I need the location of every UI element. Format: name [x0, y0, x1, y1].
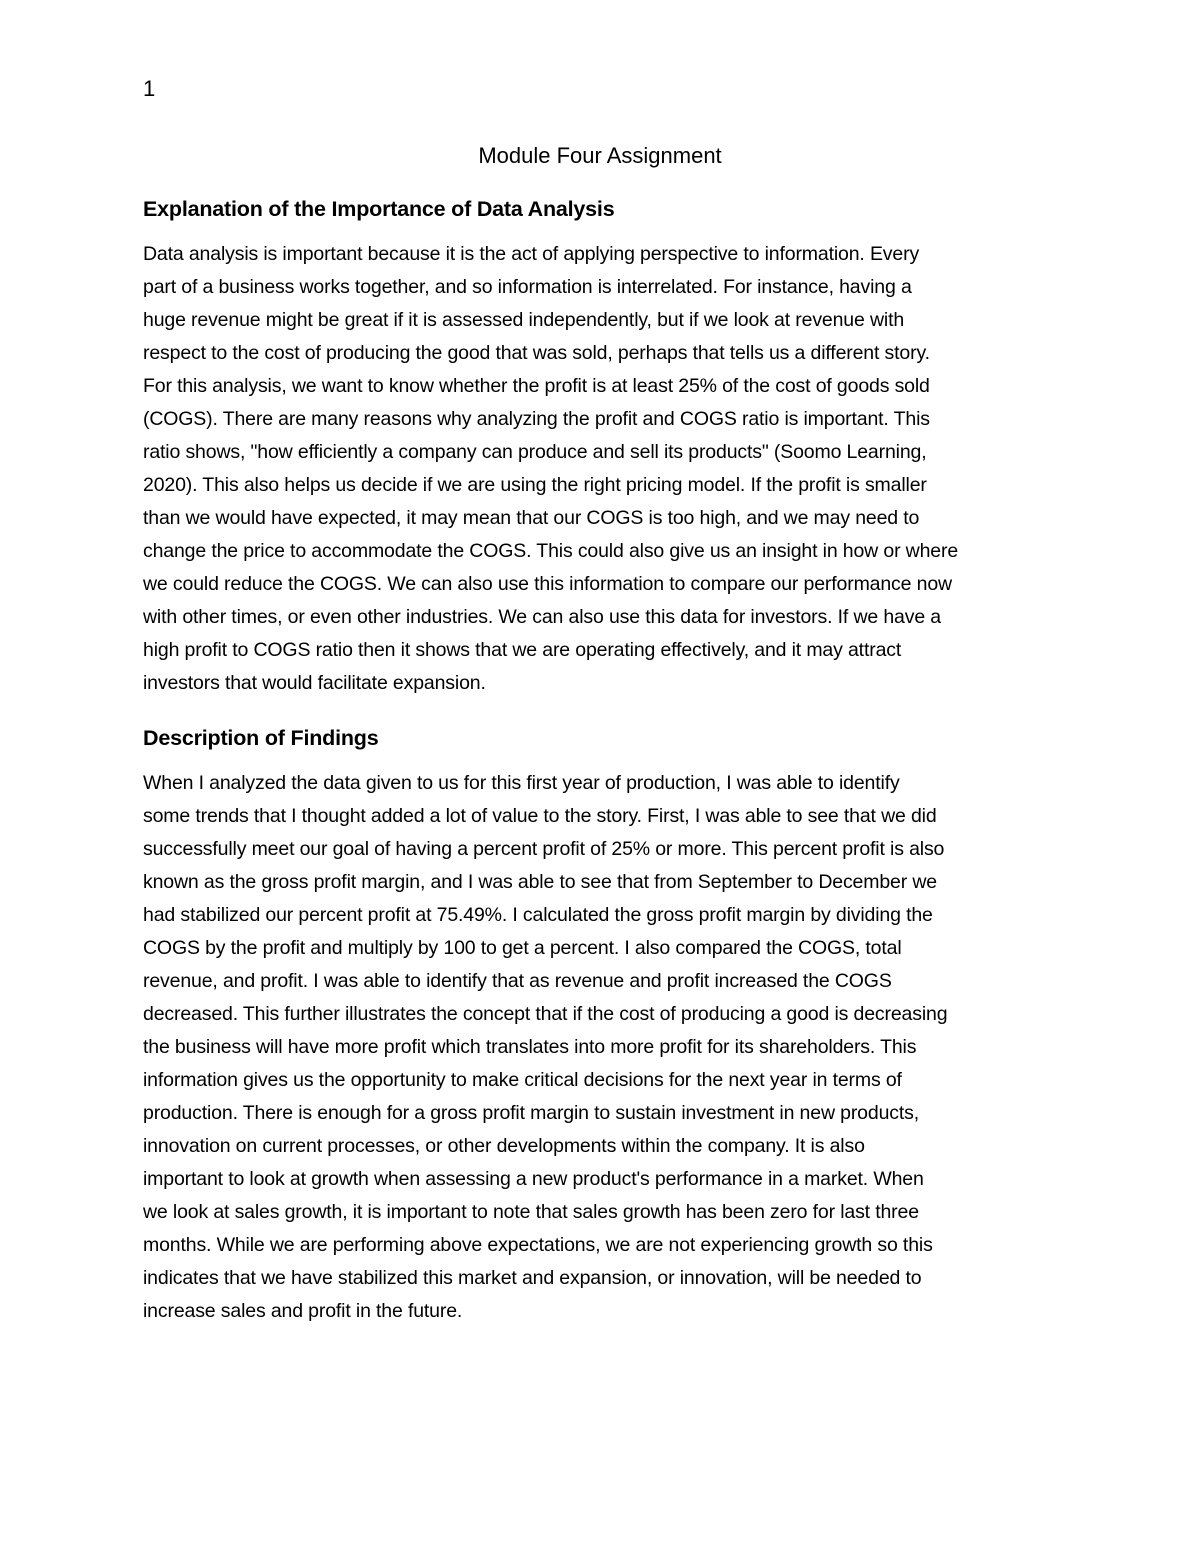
text-line: innovation on current processes, or other developments within the company. It is also	[143, 1135, 865, 1157]
text-line: COGS by the profit and multiply by 100 to get a percent. I also compared the COGS, total	[143, 937, 902, 959]
text-line: some trends that I thought added a lot of value to the story. First, I was able to see that we did	[143, 805, 937, 827]
text-line: (COGS). There are many reasons why analyzing the profit and COGS ratio is important. This	[143, 408, 930, 430]
text-line: known as the gross profit margin, and I was able to see that from September to December we	[143, 871, 937, 893]
page-number: 1	[143, 76, 156, 101]
text-line: important to look at growth when assessing a new product's performance in a market. When	[143, 1168, 924, 1190]
text-line: For this analysis, we want to know whether the profit is at least 25% of the cost of goods sold	[143, 375, 930, 397]
text-line: 2020). This also helps us decide if we are using the right pricing model. If the profit is smaller	[143, 474, 927, 496]
text-line: successfully meet our goal of having a percent profit of 25% or more. This percent profit is also	[143, 838, 945, 860]
text-line: the business will have more profit which translates into more profit for its shareholders. This	[143, 1036, 917, 1058]
text-line: decreased. This further illustrates the concept that if the cost of producing a good is decreasing	[143, 1003, 948, 1025]
paragraph-findings	[143, 767, 1073, 1328]
text-line: indicates that we have stabilized this market and expansion, or innovation, will be needed to	[143, 1267, 922, 1289]
text-line: part of a business works together, and so information is interrelated. For instance, having a	[143, 276, 912, 298]
document-title: Module Four Assignment	[478, 143, 722, 168]
text-line: high profit to COGS ratio then it shows that we are operating effectively, and it may attract	[143, 639, 902, 661]
text-line: respect to the cost of producing the good that was sold, perhaps that tells us a different story.	[143, 342, 930, 364]
text-line: months. While we are performing above expectations, we are not experiencing growth so this	[143, 1234, 933, 1256]
text-line: ratio shows, "how efficiently a company can produce and sell its products" (Soomo Learning,	[143, 441, 927, 463]
text-line: information gives us the opportunity to make critical decisions for the next year in terms of	[143, 1069, 902, 1091]
text-line: revenue, and profit. I was able to identify that as revenue and profit increased the COGS	[143, 970, 892, 992]
text-line: we look at sales growth, it is important to note that sales growth has been zero for last three	[143, 1201, 919, 1223]
text-line: When I analyzed the data given to us for this first year of production, I was able to identify	[143, 772, 900, 794]
text-line: huge revenue might be great if it is assessed independently, but if we look at revenue with	[143, 309, 905, 331]
text-line: than we would have expected, it may mean that our COGS is too high, and we may need to	[143, 507, 920, 529]
paragraph-importance	[143, 238, 1073, 700]
text-line: change the price to accommodate the COGS. This could also give us an insight in how or where	[143, 540, 959, 562]
text-line: production. There is enough for a gross profit margin to sustain investment in new products,	[143, 1102, 920, 1124]
text-line: investors that would facilitate expansion.	[143, 672, 486, 694]
text-line: Data analysis is important because it is the act of applying perspective to information. Every	[143, 243, 920, 265]
section-heading-findings: Description of Findings	[143, 726, 379, 750]
text-line: we could reduce the COGS. We can also use this information to compare our performance now	[143, 573, 952, 595]
text-line: increase sales and profit in the future.	[143, 1300, 463, 1322]
text-line: with other times, or even other industries. We can also use this data for investors. If we have a	[143, 606, 941, 628]
section-heading-importance: Explanation of the Importance of Data Analysis	[143, 197, 615, 221]
text-line: had stabilized our percent profit at 75.49%. I calculated the gross profit margin by dividing the	[143, 904, 933, 926]
